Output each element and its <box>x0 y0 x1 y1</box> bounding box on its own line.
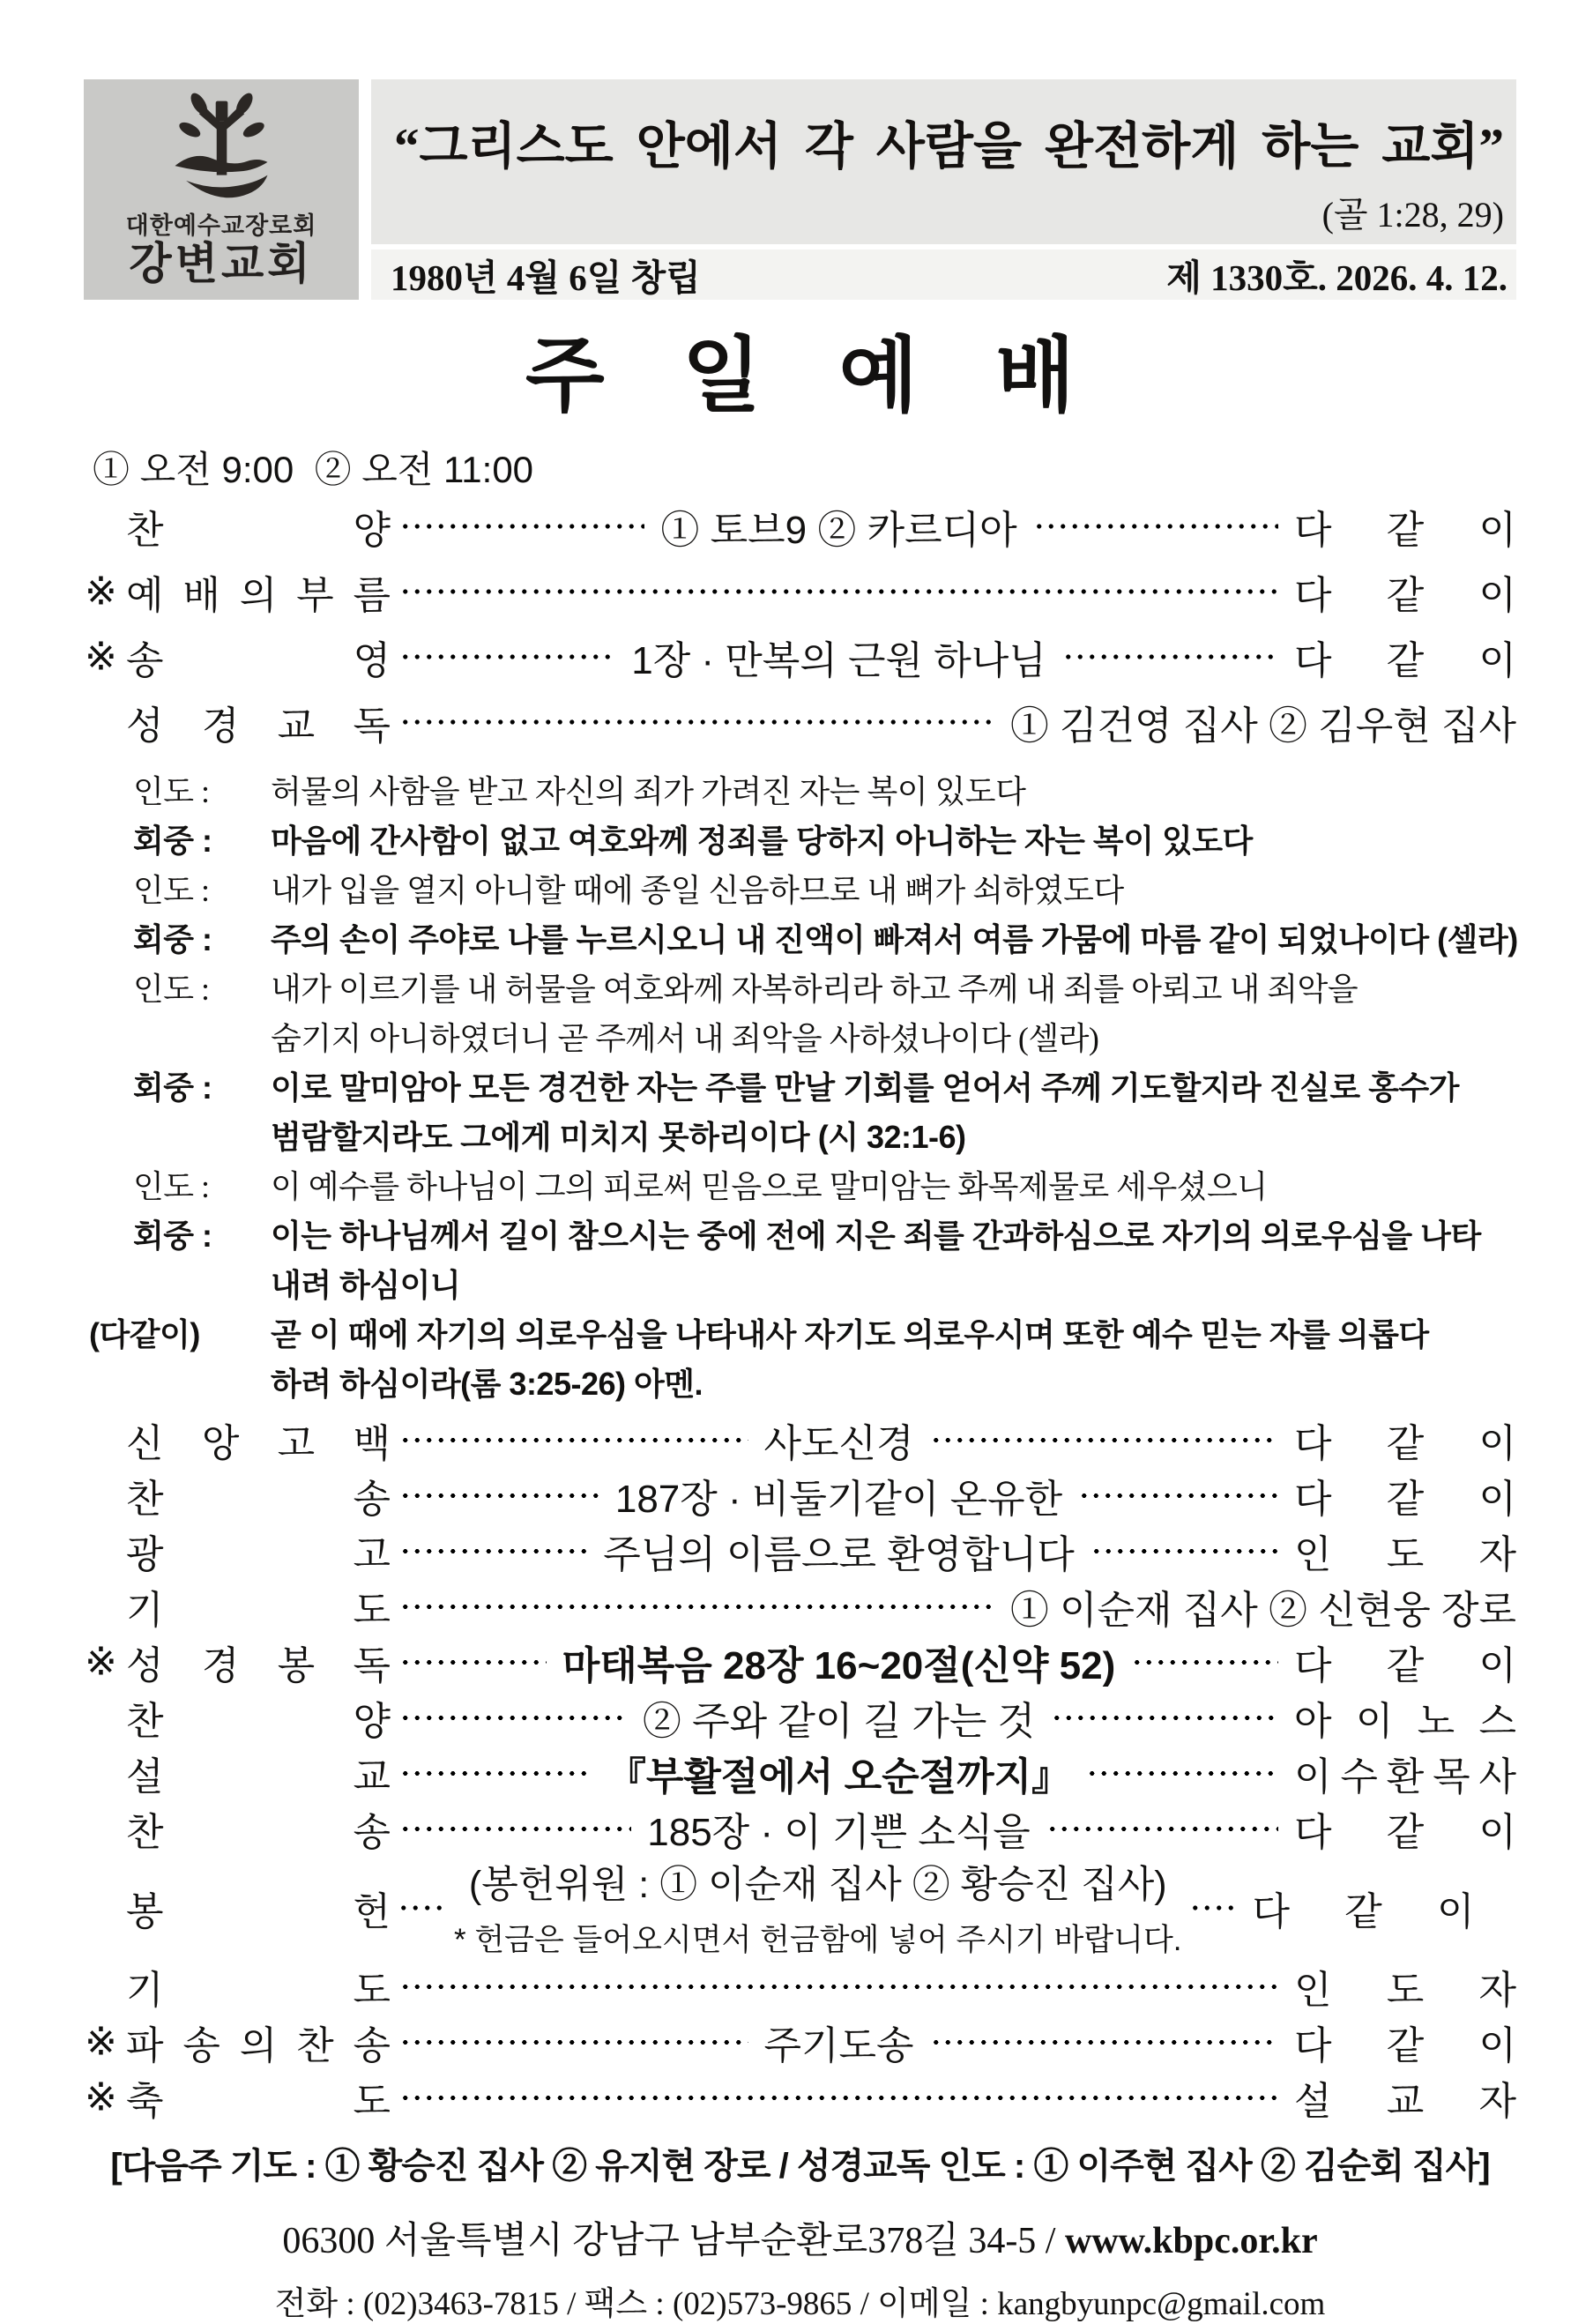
spread-text <box>126 1800 391 1857</box>
next-week-note <box>84 2138 1516 2188</box>
responsive-reading <box>84 765 1516 1407</box>
char: 같 <box>1386 1644 1425 1688</box>
dotted-leader <box>930 1412 1279 1468</box>
liturgy-performer <box>1294 498 1516 555</box>
reading-text: 내려 하심이니 <box>271 1267 461 1304</box>
liturgy-row <box>84 1959 1516 2015</box>
dotted-leader <box>399 2070 1278 2126</box>
char: 환 <box>1386 1755 1425 1799</box>
liturgy-content: 주님의 이름으로 환영합니다 <box>603 1533 1075 1577</box>
liturgy-item-name <box>85 2014 391 2070</box>
liturgy-item-name <box>85 563 391 620</box>
char: 송 <box>182 2024 220 2068</box>
char: 이 <box>1478 2024 1516 2068</box>
char: 이 <box>1478 573 1516 617</box>
spread-text <box>126 498 391 555</box>
char: 름 <box>353 573 391 617</box>
char: 이 <box>1294 1755 1332 1799</box>
char: 영 <box>353 638 391 682</box>
char: 광 <box>126 1533 164 1577</box>
spread-text <box>1294 563 1516 620</box>
church-contact: 전화 : (02)3463-7815 / 팩스 : (02)573-9865 / 이메일 : kangbyunpc@gmail.com <box>274 2285 1326 2322</box>
spread-text <box>1294 1958 1516 2015</box>
dotted-leader <box>1062 624 1278 689</box>
char: 헌 <box>353 1889 391 1933</box>
char: 이 <box>1355 1700 1394 1744</box>
char: 이 <box>1478 1422 1516 1466</box>
header-right <box>371 79 1516 300</box>
title-char: 일 <box>681 330 762 421</box>
liturgy-item-name <box>85 629 391 685</box>
char: 같 <box>1386 1811 1425 1855</box>
spread-text <box>1294 2069 1516 2126</box>
spread-text <box>1294 498 1516 555</box>
liturgy-section-top <box>84 494 1516 755</box>
liturgy-content: 185장 · 이 기쁜 소식을 <box>647 1811 1031 1855</box>
liturgy-performer <box>1253 1880 1475 1936</box>
tree-wave-logo-icon <box>166 90 277 201</box>
offering-note-line: * 헌금은 들어오시면서 헌금함에 넣어 주시기 바랍니다. <box>454 1923 1182 1958</box>
liturgy-performer <box>1294 1745 1516 1801</box>
liturgy-row <box>84 1635 1516 1690</box>
reading-text: 하려 하심이라(롬 3:25-26) 아멘. <box>271 1366 703 1403</box>
reading-text: 숨기지 아니하였더니 곧 주께서 내 죄악을 사하셨나이다 (셀라) <box>271 1021 1099 1057</box>
dotted-leader <box>399 494 644 559</box>
issue-number: 제 1330호. 2026. 4. 12. <box>1166 257 1507 298</box>
char: 도 <box>353 1969 391 2013</box>
char: 봉 <box>277 1644 316 1688</box>
char: 배 <box>182 573 220 617</box>
dotted-leader <box>1046 1801 1278 1857</box>
dotted-leader <box>1086 1746 1278 1801</box>
char: 스 <box>1478 1700 1516 1744</box>
liturgy-performer <box>1294 1467 1516 1523</box>
title-char: 주 <box>525 330 605 421</box>
char: 축 <box>126 2080 164 2124</box>
char: 양 <box>353 1700 391 1744</box>
char: 의 <box>239 2024 278 2068</box>
liturgy-performer <box>1294 1523 1516 1579</box>
next-week-text: ① 이주현 집사 ② 김순회 집사] <box>1033 2146 1490 2186</box>
char: 다 <box>1294 1422 1332 1466</box>
char: 같 <box>1386 508 1425 552</box>
next-week-bold-text: 성경교독 인도 : <box>796 2146 1034 2186</box>
offering-committee-line: (봉헌위원 : ① 이순재 집사 ② 황승진 집사) <box>468 1864 1167 1907</box>
reading-text: 이는 하나님께서 길이 참으시는 중에 전에 지은 죄를 간과하심으로 자기의 의로우심을 나타 <box>271 1218 1481 1255</box>
liturgy-item-name <box>126 1800 391 1857</box>
char: 같 <box>1386 1478 1425 1522</box>
char: 도 <box>353 1589 391 1633</box>
liturgy-performer <box>1294 1689 1516 1746</box>
char: 다 <box>1252 1889 1291 1933</box>
char: 인 <box>1294 1969 1332 2013</box>
reading-line <box>84 1111 1516 1160</box>
char: 교 <box>1386 2080 1425 2124</box>
spread-text <box>1294 1523 1516 1579</box>
char: 이 <box>1436 1889 1475 1933</box>
liturgy-item-name <box>126 1880 391 1936</box>
char: 같 <box>1386 573 1425 617</box>
reading-line <box>84 1160 1516 1210</box>
liturgy-performer <box>1294 1412 1516 1468</box>
char: 도 <box>353 2080 391 2124</box>
char: 다 <box>1294 1478 1332 1522</box>
char: 송 <box>353 1478 391 1522</box>
liturgy-item-name <box>126 1578 391 1635</box>
char: 다 <box>1294 1811 1332 1855</box>
dotted-leader <box>399 1801 631 1857</box>
char: 고 <box>277 1422 316 1466</box>
next-week-text: ① 황승진 집사 ② 유지현 장로 / <box>324 2146 797 2186</box>
char: 이 <box>1478 508 1516 552</box>
dotted-leader <box>399 689 994 755</box>
dotted-leader <box>1033 494 1278 559</box>
spread-text <box>126 629 391 685</box>
liturgy-item-name <box>85 1634 391 1690</box>
dotted-leader <box>399 559 1278 624</box>
char: 성 <box>126 1644 164 1688</box>
liturgy-row <box>84 2070 1516 2126</box>
spread-text <box>1294 2014 1516 2070</box>
char: 같 <box>1386 638 1425 682</box>
liturgy-row <box>84 1857 1516 1959</box>
char: 송 <box>353 1811 391 1855</box>
reading-label: 회중 : <box>133 1069 212 1106</box>
char: 사 <box>1478 1755 1516 1799</box>
reading-line <box>84 1210 1516 1259</box>
dotted-leader <box>1189 1888 1239 1927</box>
spread-text <box>126 1880 391 1936</box>
liturgy-performer: ① 김건영 집사 ② 김우현 집사 <box>1009 704 1516 748</box>
liturgy-marker: ※ <box>85 1640 117 1684</box>
liturgy-content: 주기도송 <box>763 2024 914 2068</box>
title-char: 예 <box>838 330 919 421</box>
char: 자 <box>1478 1533 1516 1577</box>
char: 같 <box>1386 1422 1425 1466</box>
char: 봉 <box>126 1889 164 1933</box>
char: 찬 <box>126 1811 164 1855</box>
dotted-leader <box>399 1523 587 1579</box>
spread-text <box>126 1689 391 1746</box>
char: 같 <box>1386 2024 1425 2068</box>
char: 독 <box>353 704 391 748</box>
char: 신 <box>126 1422 164 1466</box>
liturgy-row <box>84 624 1516 689</box>
reading-line <box>84 864 1516 913</box>
spread-text <box>126 2014 391 2070</box>
char: 다 <box>1294 508 1332 552</box>
char: 같 <box>1344 1889 1382 1933</box>
reading-label: 인도 : <box>133 1169 210 1205</box>
liturgy-row <box>84 494 1516 559</box>
reading-text: 내가 이르기를 내 허물을 여호와께 자복하리라 하고 주께 내 죄를 아뢰고 내 죄악을 <box>271 972 1359 1008</box>
reading-line <box>84 815 1516 864</box>
liturgy-content: 187장 · 비둘기같이 온유한 <box>614 1478 1063 1522</box>
spread-text <box>126 563 391 620</box>
liturgy-item-name <box>126 1412 391 1468</box>
spread-text <box>1294 629 1516 685</box>
char: 수 <box>1340 1755 1378 1799</box>
liturgy-performer <box>1294 629 1516 685</box>
reading-label: 회중 : <box>133 921 212 958</box>
reading-label: 회중 : <box>133 823 212 860</box>
reading-label: (다같이) <box>89 1316 200 1353</box>
char: 독 <box>353 1644 391 1688</box>
liturgy-item-name <box>126 1958 391 2015</box>
dotted-leader <box>1131 1635 1278 1690</box>
dotted-leader <box>399 1690 627 1746</box>
liturgy-row <box>84 1801 1516 1857</box>
liturgy-performer <box>1294 1634 1516 1690</box>
liturgy-item-name <box>126 694 391 750</box>
char: 찬 <box>296 2024 334 2068</box>
reading-line <box>84 1061 1516 1111</box>
liturgy-performer <box>1294 1800 1516 1857</box>
reading-line <box>84 1259 1516 1308</box>
reading-text: 범람할지라도 그에게 미치지 못하리이다 (시 32:1-6) <box>271 1119 966 1156</box>
liturgy-row <box>84 1412 1516 1468</box>
reading-text: 마음에 간사함이 없고 여호와께 정죄를 당하지 아니하는 자는 복이 있도다 <box>271 823 1253 860</box>
dotted-leader <box>1078 1468 1278 1523</box>
char: 경 <box>201 704 240 748</box>
liturgy-item-name <box>85 2069 391 2126</box>
char: 이 <box>1478 1811 1516 1855</box>
spread-text <box>126 1958 391 2015</box>
church-website: www.kbpc.or.kr <box>1064 2220 1318 2261</box>
founded-date: 1980년 4월 6일 창립 <box>391 257 701 298</box>
char: 자 <box>1478 1969 1516 2013</box>
liturgy-row <box>84 559 1516 624</box>
spread-text <box>126 694 391 750</box>
liturgy-performer <box>1294 2069 1516 2126</box>
dotted-leader <box>930 2015 1279 2070</box>
reading-line <box>84 765 1516 815</box>
church-motto: “그리스도 안에서 각 사람을 완전하게 하는 교회” <box>394 119 1504 175</box>
header-band <box>371 250 1516 300</box>
spread-text <box>126 2069 391 2126</box>
char: 찬 <box>126 1478 164 1522</box>
spread-text <box>1294 1689 1516 1746</box>
spread-text <box>126 1578 391 1635</box>
spread-text <box>1294 1800 1516 1857</box>
reading-label: 인도 : <box>133 873 210 909</box>
char: 송 <box>353 2024 391 2068</box>
char: 이 <box>1478 1644 1516 1688</box>
address-text: 06300 서울특별시 강남구 남부순환로378길 34-5 / <box>282 2220 1065 2261</box>
reading-text: 허물의 사함을 받고 자신의 죄가 가려진 자는 복이 있도다 <box>271 774 1026 810</box>
liturgy-performer <box>1294 563 1516 620</box>
dotted-leader <box>399 1746 592 1801</box>
char: 다 <box>1294 2024 1332 2068</box>
char: 앙 <box>201 1422 240 1466</box>
reading-text: 주의 손이 주야로 나를 누르시오니 내 진액이 빠져서 여름 가뭄에 마름 같이 되었나이다 (셀라) <box>271 921 1518 958</box>
title-char: 배 <box>995 330 1076 421</box>
liturgy-content: 사도신경 <box>763 1422 914 1466</box>
dotted-leader <box>399 2015 748 2070</box>
liturgy-performer <box>1294 1958 1516 2015</box>
dotted-leader <box>1051 1690 1278 1746</box>
liturgy-row <box>84 1468 1516 1523</box>
liturgy-marker: ※ <box>85 2020 117 2064</box>
dotted-leader <box>399 1412 748 1468</box>
church-logo-box <box>84 79 359 300</box>
bulletin-title <box>84 330 1516 421</box>
liturgy-content: ① 토브9 ② 카르디아 <box>660 508 1017 552</box>
dotted-leader <box>399 1635 547 1690</box>
reading-line <box>84 963 1516 1012</box>
char: 설 <box>1294 2080 1332 2124</box>
liturgy-content: 1장 · 만복의 근원 하나님 <box>631 638 1046 682</box>
char: 다 <box>1294 573 1332 617</box>
spread-text <box>126 1634 391 1690</box>
bulletin-header <box>84 79 1516 300</box>
reading-label: 인도 : <box>133 972 210 1008</box>
char: 이 <box>1478 1478 1516 1522</box>
reading-text: 이로 말미암아 모든 경건한 자는 주를 만날 기회를 얻어서 주께 기도할지라 진실로 홍수가 <box>271 1069 1459 1106</box>
liturgy-item-name <box>126 1745 391 1801</box>
reading-text: 이 예수를 하나님이 그의 피로써 믿음으로 말미암는 화목제물로 세우셨으니 <box>271 1169 1268 1205</box>
liturgy-content: 마태복음 28장 16~20절(신약 52) <box>562 1644 1116 1688</box>
liturgy-performer: ① 이순재 집사 ② 신현웅 장로 <box>1009 1589 1516 1633</box>
liturgy-row <box>84 1746 1516 1801</box>
liturgy-content: 『부활절에서 오순절까지』 <box>607 1755 1071 1799</box>
liturgy-marker: ※ <box>85 635 117 679</box>
char: 기 <box>126 1969 164 2013</box>
char: 다 <box>1294 1644 1332 1688</box>
spread-text <box>126 1412 391 1468</box>
char: 송 <box>126 638 164 682</box>
char: 파 <box>126 2024 164 2068</box>
char: 목 <box>1433 1755 1470 1799</box>
char: 의 <box>239 573 278 617</box>
spread-text <box>1294 1412 1516 1468</box>
reading-label: 인도 : <box>133 774 210 810</box>
liturgy-marker: ※ <box>85 2075 117 2119</box>
church-name: 강변교회 <box>129 239 314 288</box>
dotted-leader <box>399 1468 599 1523</box>
reading-text: 곧 이 때에 자기의 의로우심을 나타내사 자기도 의로우시며 또한 예수 믿는 자를 의롭다 <box>271 1316 1429 1353</box>
char: 백 <box>353 1422 391 1466</box>
reading-text: 내가 입을 열지 아니할 때에 종일 신음하므로 내 뼈가 쇠하였도다 <box>271 873 1124 909</box>
char: 찬 <box>126 508 164 552</box>
liturgy-row <box>84 2015 1516 2070</box>
dotted-leader <box>399 624 615 689</box>
char: 양 <box>353 508 391 552</box>
spread-text <box>1253 1880 1475 1936</box>
liturgy-row <box>84 1523 1516 1579</box>
char: 찬 <box>126 1700 164 1744</box>
dotted-leader <box>398 1888 447 1927</box>
spread-text <box>1294 1745 1516 1801</box>
dotted-leader <box>399 1959 1278 2015</box>
char: 설 <box>126 1755 164 1799</box>
char: 도 <box>1386 1533 1425 1577</box>
motto-area <box>371 79 1516 244</box>
spread-text <box>1294 1467 1516 1523</box>
liturgy-item-name <box>126 1689 391 1746</box>
char: 다 <box>1294 638 1332 682</box>
liturgy-marker: ※ <box>85 570 117 614</box>
char: 고 <box>353 1533 391 1577</box>
char: 교 <box>353 1755 391 1799</box>
char: 도 <box>1386 1969 1425 2013</box>
liturgy-row <box>84 1690 1516 1746</box>
dotted-leader <box>399 1579 994 1635</box>
reading-label: 회중 : <box>133 1218 212 1255</box>
char: 아 <box>1294 1700 1332 1744</box>
reading-line <box>84 1308 1516 1358</box>
liturgy-section-bottom <box>84 1412 1516 2126</box>
service-times: ① 오전 9:00 ② 오전 11:00 <box>93 448 534 490</box>
liturgy-row <box>84 1579 1516 1635</box>
liturgy-item-name <box>126 1523 391 1579</box>
char: 자 <box>1478 2080 1516 2124</box>
motto-reference: (골 1:28, 29) <box>1321 195 1504 235</box>
spread-text <box>126 1467 391 1523</box>
spread-text <box>1294 1634 1516 1690</box>
char: 부 <box>296 573 334 617</box>
char: 예 <box>126 573 164 617</box>
char: 노 <box>1417 1700 1455 1744</box>
liturgy-content: ② 주와 같이 길 가는 것 <box>642 1700 1036 1744</box>
church-address <box>84 2211 1516 2264</box>
char: 성 <box>126 704 164 748</box>
dotted-leader <box>1091 1523 1278 1579</box>
char: 경 <box>201 1644 240 1688</box>
next-week-bold-text: [다음주 기도 : <box>110 2146 325 2186</box>
char: 이 <box>1478 638 1516 682</box>
char: 기 <box>126 1589 164 1633</box>
char: 교 <box>277 704 316 748</box>
spread-text <box>126 1523 391 1579</box>
reading-line <box>84 1358 1516 1407</box>
denomination-label: 대한예수교장로회 <box>125 212 317 239</box>
reading-line <box>84 1012 1516 1061</box>
reading-line <box>84 913 1516 963</box>
liturgy-item-name <box>126 1467 391 1523</box>
offering-content <box>454 1855 1182 1960</box>
liturgy-item-name <box>126 498 391 555</box>
spread-text <box>126 1745 391 1801</box>
liturgy-performer <box>1294 2014 1516 2070</box>
char: 인 <box>1294 1533 1332 1577</box>
liturgy-row <box>84 689 1516 755</box>
